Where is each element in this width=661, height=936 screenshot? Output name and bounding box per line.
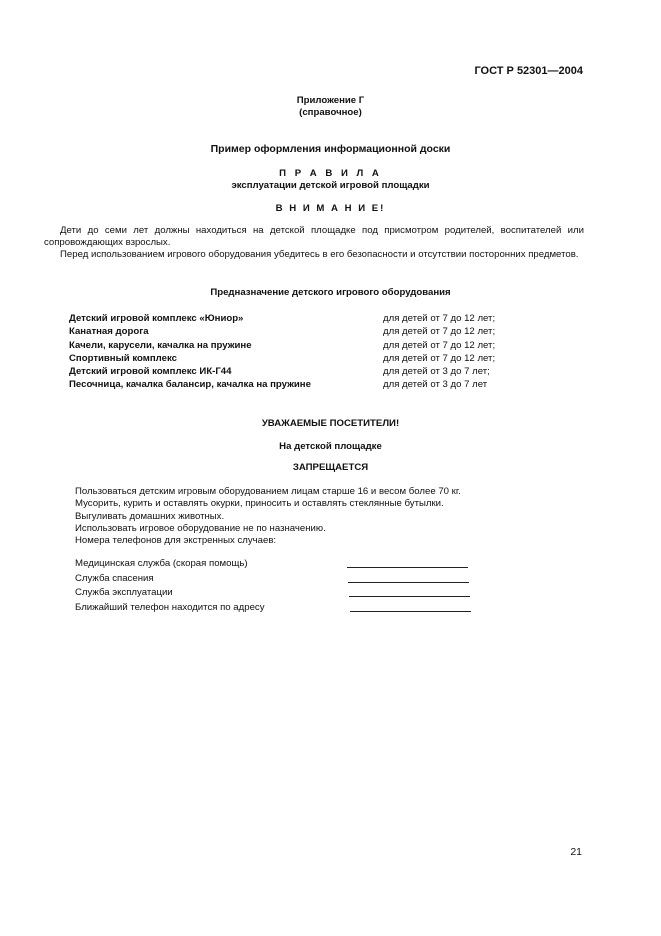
service-name: Медицинская служба (скорая помощь) (75, 558, 248, 569)
visitors-heading: УВАЖАЕМЫЕ ПОСЕТИТЕЛИ! (261, 418, 400, 429)
equipment-age: для детей от 7 до 12 лет; (383, 339, 496, 351)
service-name: Служба спасения (75, 572, 154, 584)
equipment-list (69, 313, 529, 393)
equipment-name: Канатная дорога (69, 326, 149, 338)
phone-blank-line (347, 567, 468, 568)
equipment-name: Песочница, качалка балансир, качалка на пружине (69, 379, 311, 391)
appendix-type: (справочное) (299, 107, 362, 118)
equipment-name: Спортивный комплекс (69, 352, 177, 364)
equipment-name: Детский игровой комплекс ИК-Г44 (69, 366, 232, 378)
forbidden-item: Использовать игровое оборудование не по назначению. (75, 522, 326, 534)
rules-subtitle: эксплуатации детской игровой площадки (231, 180, 430, 191)
equipment-row (69, 313, 529, 326)
paragraph-safety-check: Перед использованием игрового оборудования убедитесь в его безопасности и отсутствии посторонних предметов. (60, 249, 579, 260)
attention-heading: В Н И М А Н И Е! (275, 203, 386, 214)
forbidden-item: Мусорить, курить и оставлять окурки, приносить и оставлять стеклянные бутылки. (75, 498, 444, 510)
standard-number: ГОСТ Р 52301—2004 (474, 65, 583, 77)
phone-blank-line (350, 611, 471, 612)
forbidden-list (75, 486, 461, 547)
equipment-age: для детей от 7 до 12 лет; (383, 326, 496, 338)
appendix-title: Приложение Г (296, 95, 365, 106)
equipment-name: Детский игровой комплекс «Юниор» (69, 313, 244, 324)
appendix-heading (0, 95, 661, 119)
phone-blank-line (348, 582, 469, 583)
equipment-row (69, 340, 529, 353)
forbidden-item: Пользоваться детским игровым оборудованием лицам старше 16 и весом более 70 кг. (75, 486, 461, 497)
example-title: Пример оформления информационной доски (210, 143, 451, 155)
service-row (75, 558, 475, 573)
equipment-age: для детей от 3 до 7 лет (383, 379, 488, 391)
equipment-age: для детей от 7 до 12 лет; (383, 313, 496, 324)
equipment-name: Качели, карусели, качалка на пружине (69, 339, 252, 351)
emergency-services-list (75, 558, 475, 616)
equipment-age: для детей от 3 до 7 лет; (383, 366, 490, 378)
service-row (75, 602, 475, 617)
on-playground-heading: На детской площадке (279, 441, 382, 452)
forbidden-item: Выгуливать домашних животных. (75, 510, 225, 522)
service-row (75, 587, 475, 602)
equipment-row (69, 326, 529, 339)
equipment-age: для детей от 7 до 12 лет; (383, 352, 496, 364)
equipment-row (69, 353, 529, 366)
service-name: Ближайший телефон находится по адресу (75, 601, 265, 613)
phone-blank-line (349, 596, 470, 597)
forbidden-heading: ЗАПРЕЩАЕТСЯ (292, 462, 369, 473)
equipment-row (69, 379, 529, 392)
equipment-row (69, 366, 529, 379)
rules-title: П Р А В И Л А (279, 168, 382, 179)
purpose-title: Предназначение детского игрового оборудования (210, 287, 451, 298)
service-name: Служба эксплуатации (75, 587, 173, 598)
page-number: 21 (570, 846, 582, 858)
forbidden-item: Номера телефонов для экстренных случаев: (75, 535, 277, 547)
service-row (75, 573, 475, 588)
paragraph-supervision: Дети до семи лет должны находиться на детской площадке под присмотром родителей, воспитателей или сопровождающих взрослых. (44, 225, 584, 248)
